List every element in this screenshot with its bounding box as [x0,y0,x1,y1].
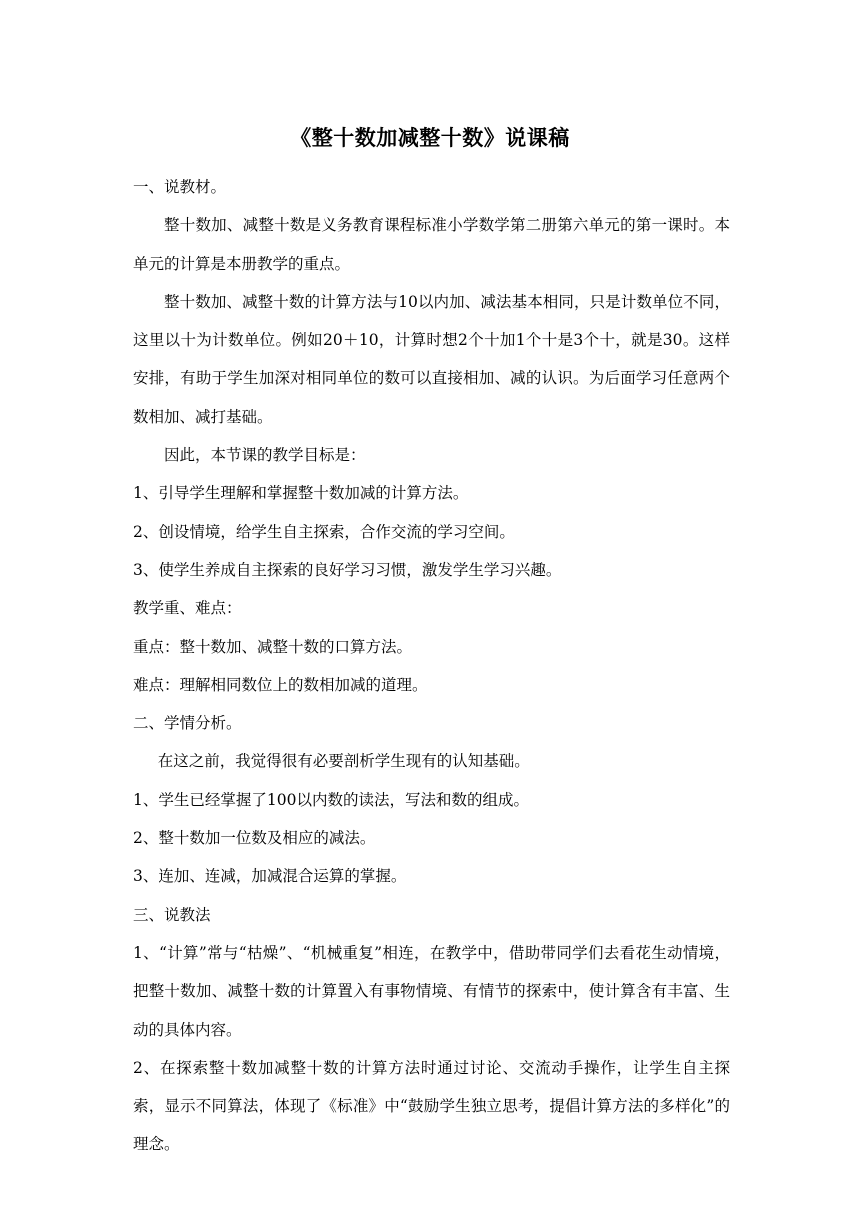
list-item: 2、在探索整十数加减整十数的计算方法时通过讨论、交流动手操作，让学生自主探索，显示不同算法，体现了《标准》中“鼓励学生独立思考，提倡计算方法的多样化”的理念。 [133,1058,730,1154]
paragraph: 难点：理解相同数位上的数相加减的道理。 [133,675,428,694]
list-item: 2、整十数加一位数及相应的减法。 [133,829,376,848]
paragraph: 整十数加、减整十数是义务教育课程标准小学数学第二册第六单元的第一课时。本单元的计算是本册教学的重点。 [133,216,730,273]
list-item: 1、引导学生理解和掌握整十数加减的计算方法。 [133,484,469,503]
list-item: 2、创设情境，给学生自主探索，合作交流的学习空间。 [133,522,515,541]
list-item: 1、学生已经掌握了100以内数的读法，写法和数的组成。 [133,790,529,809]
list-item: 3、使学生养成自主探索的良好学习习惯，激发学生学习兴趣。 [133,560,562,579]
list-item: 1、“计算”常与“枯燥”、“机械重复”相连，在教学中，借助带同学们去看花生动情境，把整十数加、减整十数的计算置入有事物情境、有情节的探索中，使计算含有丰富、生动的具体内容。 [133,943,730,1039]
document-title: 《整十数加减整十数》说课稿 [290,125,570,150]
section-heading-textbook: 一、说教材。 [133,178,227,196]
list-item: 3、连加、连减，加减混合运算的掌握。 [133,867,407,886]
paragraph: 整十数加、减整十数的计算方法与10以内加、减法基本相同，只是计数单位不同，这里以十为计数单位。例如20＋10，计算时想2个十加1个十是3个十，就是30。这样安排，有助于学生加深对相同单位的数可以直接相加、减的认识。为后面学习任意两个数相加、减打基础。 [133,292,730,426]
section-heading-students: 二、学情分析。 [133,714,242,733]
paragraph: 因此，本节课的教学目标是： [164,446,366,465]
section-heading-methods: 三、说教法 [133,905,211,924]
document-body [133,168,730,1164]
paragraph: 在这之前，我觉得很有必要剖析学生现有的认知基础。 [157,752,530,771]
paragraph: 教学重、难点： [133,599,242,618]
paragraph: 重点：整十数加、减整十数的口算方法。 [133,637,413,656]
